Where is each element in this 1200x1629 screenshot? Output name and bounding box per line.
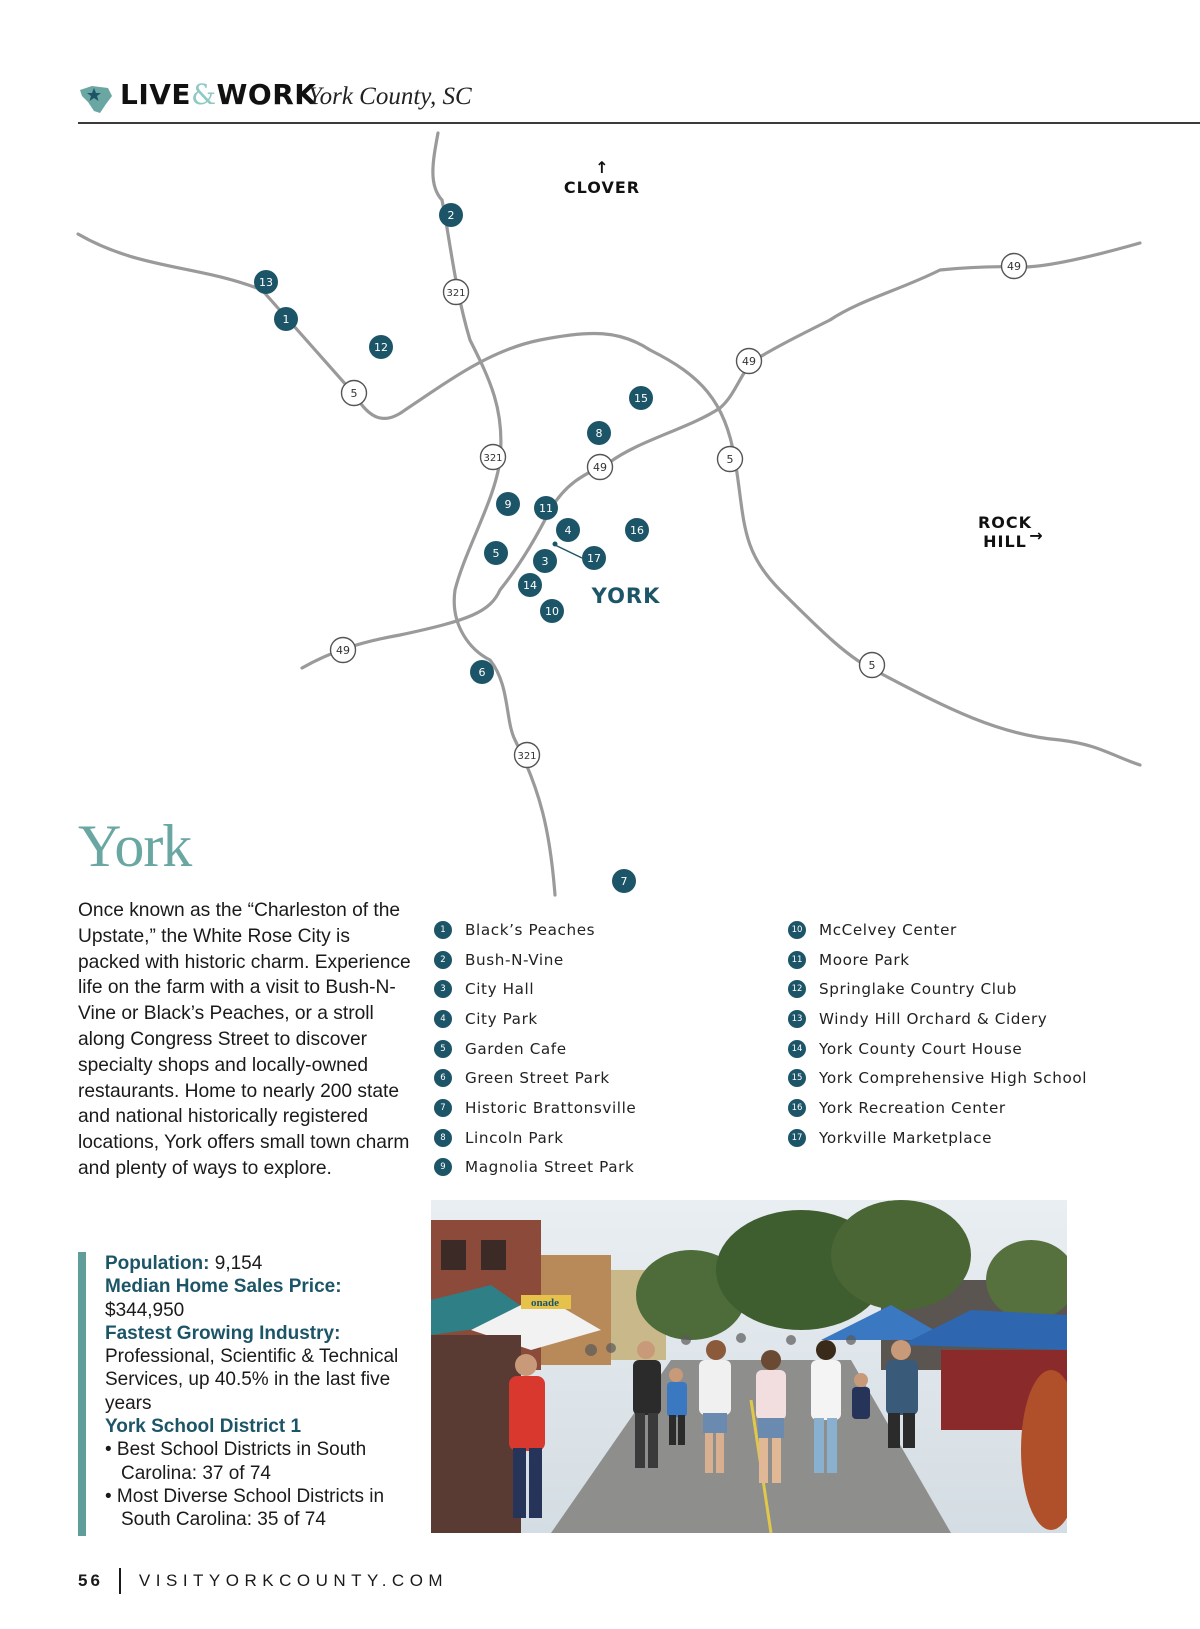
legend-item [434,1034,636,1064]
brand-title [120,78,316,111]
legend-label: Yorkville Marketplace [819,1128,993,1147]
legend-marker-number: 17 [788,1129,806,1147]
legend-item [434,1153,636,1183]
legend-item [434,1123,636,1153]
map-marker-number: 15 [634,392,648,405]
route-shield-number: 321 [517,751,537,762]
map-marker-number: 9 [504,498,512,511]
map-marker-8[interactable] [587,421,611,445]
legend-label: York Comprehensive High School [819,1069,1088,1088]
festival-scene-illustration [431,1200,1067,1533]
population-line [105,1252,418,1275]
legend-marker-number: 6 [434,1069,452,1087]
map-marker-11[interactable] [534,496,558,520]
clover-arrow: ↑ [595,158,609,177]
legend-marker-number: 4 [434,1010,452,1028]
legend-marker-number: 5 [434,1040,452,1058]
map-marker-1[interactable] [274,307,298,331]
route-shield-number: 49 [1007,260,1021,273]
legend-label: York Recreation Center [819,1098,1006,1117]
page-header [78,74,1200,124]
industry-value: Professional, Scientific & Technical Services, up 40.5% in the last five years [105,1346,399,1414]
map-marker-number: 1 [282,313,290,326]
legend-left-column [434,915,636,1182]
industry-label: Fastest Growing Industry: [105,1322,341,1344]
legend-marker-number: 11 [788,951,806,969]
label-clover: CLOVER [563,178,641,197]
route-shield-number: 321 [483,453,503,464]
map-marker-number: 12 [374,341,388,354]
york-map [0,128,1200,898]
map-marker-number: 16 [630,524,644,537]
legend-marker-number: 7 [434,1099,452,1117]
legend-label: Moore Park [819,950,910,969]
map-marker-17[interactable] [582,546,606,570]
legend-marker-number: 16 [788,1099,806,1117]
legend-item [434,915,636,945]
street-festival-photo [431,1200,1067,1533]
legend-label: City Park [465,1009,538,1028]
population-value: 9,154 [209,1253,263,1274]
legend-item [434,974,636,1004]
legend-item [788,1123,1087,1153]
legend-label: Lincoln Park [465,1128,564,1147]
brand-ampersand: & [191,78,217,111]
map-marker-10[interactable] [540,599,564,623]
legend-label: Magnolia Street Park [465,1158,635,1177]
map-marker-number: 4 [564,524,572,537]
leader-dot [553,542,558,547]
school-bullet-2: • Most Diverse School Districts in South Carolina: 35 of 74 [105,1485,385,1531]
legend-marker-number: 3 [434,980,452,998]
facts-box [78,1252,418,1536]
page-number: 56 [78,1571,103,1590]
legend-label: Bush-N-Vine [465,950,564,969]
map-marker-16[interactable] [625,518,649,542]
population-label: Population: [105,1253,210,1274]
route-shield-number: 321 [446,288,466,299]
route-shield-number: 49 [742,355,756,368]
brand-live: LIVE [120,78,192,111]
route-shield-49 [331,638,356,663]
map-marker-number: 2 [447,209,455,222]
route-shield-49 [1002,254,1027,279]
route-shield-5 [860,653,885,678]
road-hwy5-west [78,234,1140,765]
leader-line [555,545,582,558]
route-shield-5 [342,381,367,406]
route-shield-321 [515,743,540,768]
map-marker-number: 7 [620,875,628,888]
intro-paragraph: Once known as the “Charleston of the Upstate,” the White Rose City is packed with historic charm. Experience life on the farm with a visit to Bush-N-Vine or Black’s Peaches, or a stroll along Congress Street to discover specialty shops and locally-owned restaurants. Home to nearly 200 state and national historically registered locations, York offers small town charm and plenty of ways to explore. [78,900,411,1179]
map-marker-15[interactable] [629,386,653,410]
map-marker-13[interactable] [254,270,278,294]
legend-marker-number: 12 [788,980,806,998]
legend-label: Historic Brattonsville [465,1098,637,1117]
route-shield-number: 5 [350,387,358,400]
legend-item [788,945,1087,975]
map-marker-number: 13 [259,276,273,289]
legend-item [788,1093,1087,1123]
route-shield-number: 49 [593,461,607,474]
map-marker-5[interactable] [484,541,508,565]
map-marker-3[interactable] [533,549,557,573]
label-york: YORK [591,584,661,608]
region-name: York County, SC [308,83,472,110]
legend-label: City Hall [465,980,535,999]
legend-marker-number: 9 [434,1158,452,1176]
route-shield-49 [737,349,762,374]
banner-text: onade [530,1297,560,1309]
legend-label: York County Court House [819,1039,1023,1058]
city-title: York [78,813,192,879]
legend-marker-number: 14 [788,1040,806,1058]
legend-right-column [788,915,1087,1153]
legend-marker-number: 2 [434,951,452,969]
route-shield-49 [588,455,613,480]
home-price-label: Median Home Sales Price: [105,1276,342,1298]
south-carolina-state-star-icon [78,80,114,116]
legend-label: Springlake Country Club [819,980,1018,999]
map-marker-number: 8 [595,427,603,440]
map-marker-number: 14 [523,579,537,592]
rock-hill-arrow: → [1029,526,1043,545]
map-marker-7[interactable] [612,869,636,893]
legend-item [434,1063,636,1093]
home-price-value: $344,950 [105,1299,185,1321]
legend-marker-number: 8 [434,1129,452,1147]
map-marker-14[interactable] [518,573,542,597]
footer-divider [119,1568,121,1594]
legend-marker-number: 10 [788,921,806,939]
legend-item [788,1034,1087,1064]
legend-item [788,1063,1087,1093]
label-hill: HILL [983,532,1027,551]
map-marker-4[interactable] [556,518,580,542]
map-marker-9[interactable] [496,492,520,516]
legend-item [788,1004,1087,1034]
route-shields [331,254,1027,768]
map-marker-number: 3 [541,555,549,568]
brand-work: WORK [216,78,317,111]
map-marker-12[interactable] [369,335,393,359]
legend-item [434,1004,636,1034]
legend-item [434,1093,636,1123]
legend-label: McCelvey Center [819,920,957,939]
legend-item [788,974,1087,1004]
route-shield-number: 49 [336,644,350,657]
legend-label: Garden Cafe [465,1039,567,1058]
legend-label: Green Street Park [465,1069,610,1088]
legend-marker-number: 1 [434,921,452,939]
map-marker-number: 11 [539,502,553,515]
map-marker-number: 6 [478,666,486,679]
page-footer [78,1566,448,1596]
school-bullet-1: • Best School Districts in South Carolina: 37 of 74 [105,1439,367,1484]
location-markers [254,203,653,893]
legend-marker-number: 13 [788,1010,806,1028]
route-shield-321 [481,445,506,470]
label-rock: ROCK [977,513,1033,532]
map-marker-number: 10 [545,605,559,618]
legend-label: Black’s Peaches [465,920,596,939]
legend-item [788,915,1087,945]
route-shield-number: 5 [726,453,734,466]
route-shield-5 [718,447,743,472]
map-marker-2[interactable] [439,203,463,227]
map-marker-number: 5 [492,547,500,560]
website-link[interactable]: VISITYORKCOUNTY.COM [138,1571,449,1590]
map-marker-6[interactable] [470,660,494,684]
legend-item [434,945,636,975]
route-shield-321 [444,280,469,305]
school-district-label: York School District 1 [105,1416,302,1438]
route-shield-number: 5 [868,659,876,672]
map-marker-number: 17 [587,552,601,565]
legend-marker-number: 15 [788,1069,806,1087]
legend-label: Windy Hill Orchard & Cidery [819,1009,1048,1028]
